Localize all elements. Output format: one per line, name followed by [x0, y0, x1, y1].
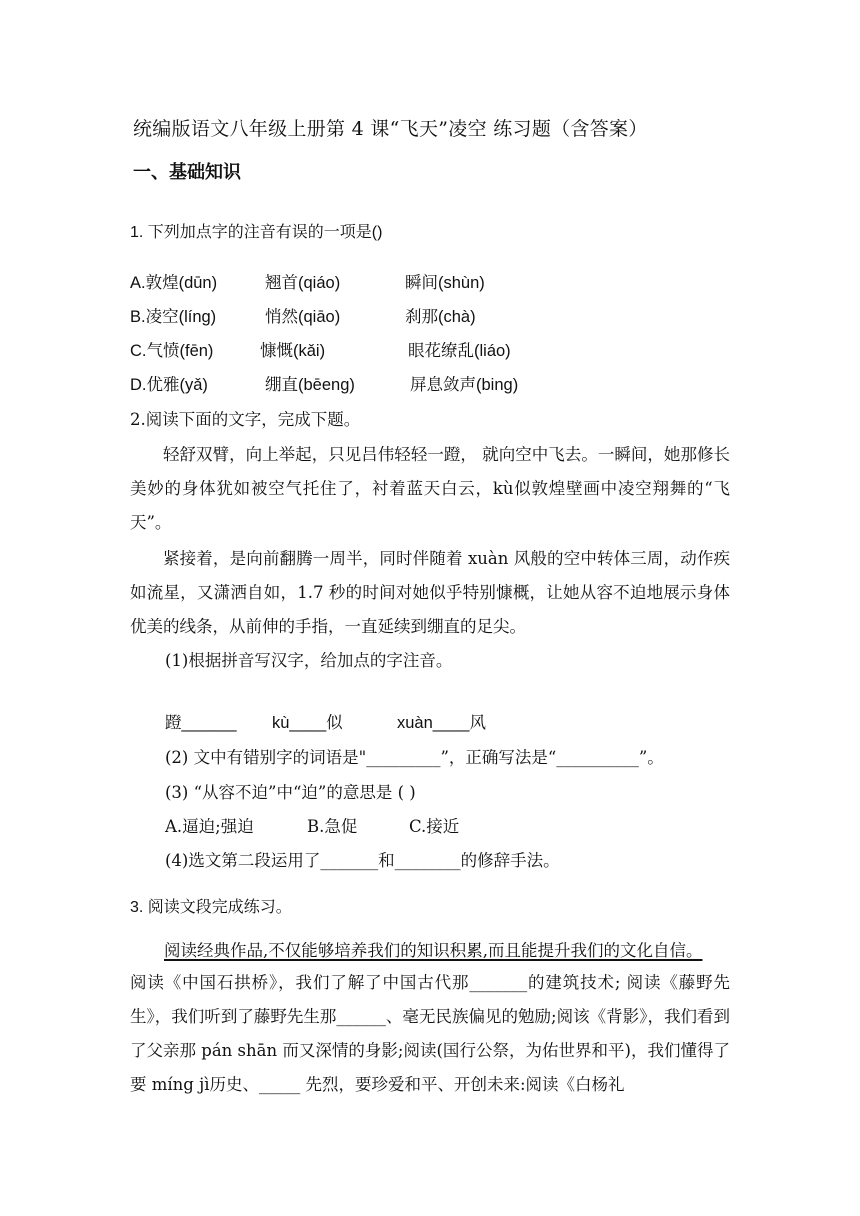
document-title: 统编版语文八年级上册第 4 课“飞天”凌空 练习题（含答案） — [133, 118, 648, 140]
q1-a-item2: 翘首(qiáo) — [265, 274, 341, 292]
q1-a-item3: 瞬间(shùn) — [405, 274, 485, 292]
q1-b-item3: 刹那(chà) — [405, 308, 476, 326]
q2-subquestion-1: (1)根据拼音写汉字，给加点的字注音。 — [165, 651, 453, 670]
q1-option-b — [130, 306, 476, 328]
blank-ku: kù____似 — [272, 714, 343, 732]
q1-a-item1: A.敦煌(dūn) — [130, 274, 218, 292]
blank-deng: 蹬______ — [165, 714, 237, 732]
q2-passage-paragraph-1: 轻舒双臂，向上举起，只见吕伟轻轻一蹬， 就向空中飞去。一瞬间，她那修长美妙的身体犹如被空气托住了，衬着蓝天白云，kù似敦煌壁画中凌空翔舞的“飞天”。 — [130, 445, 730, 532]
blank-xuan: xuàn____风 — [397, 714, 486, 732]
q1-option-a — [130, 272, 485, 294]
q1-d-item2: 绷直(bēeng) — [265, 376, 355, 394]
q3-passage: 阅读《中国石拱桥》，我们了解了中国古代那_______的建筑技术; 阅读《藤野先生》，我们听到了藤野先生那______、毫无民族偏见的勉励;阅该《背影》，我们看到了父亲那 pán shān 而又深情的身影;阅读(国行公祭，为佑世界和平)，我们懂得了要 míng jì历史、_____ 先烈，要珍爱和平、开创未来:阅读《白杨礼 — [130, 973, 730, 1094]
q1-option-d — [130, 374, 518, 396]
q2-subquestion-4: (4)选文第二段运用了_______和________的修辞手法。 — [165, 851, 560, 870]
q1-c-item1: C.气愤(fēn) — [130, 342, 214, 360]
q2-subquestion-3: (3) “从容不迫”中“迫”的意思是 ( ) — [165, 783, 416, 802]
section-heading-basics: 一、基础知识 — [133, 162, 241, 183]
q1-b-item1: B.凌空(líng) — [130, 308, 217, 326]
q2-fill-blanks — [165, 712, 486, 734]
q2-sub3-options — [165, 816, 459, 838]
q1-d-item1: D.优雅(yǎ) — [130, 376, 208, 394]
q1-stem: 1. 下列加点字的注音有误的一项是() — [130, 224, 383, 241]
q2-option-b: B.急促 — [307, 817, 358, 836]
q1-d-item3: 屏息敛声(bing) — [410, 376, 519, 394]
q3-underline-text: 阅读经典作品,不仅能够培养我们的知识积累,而且能提升我们的文化自信。 — [164, 941, 703, 960]
q3-underlined-sentence — [164, 940, 703, 962]
q1-c-item2: 慷慨(kǎi) — [260, 342, 326, 360]
q2-passage-paragraph-2: 紧接着，是向前翻腾一周半，同时伴随着 xuàn 风般的空中转体三周，动作疾如流星，又潇洒自如，1.7 秒的时间对她似乎特别慷概，让她从容不迫地展示身体优美的线条，从前伸的手指，一直延续到绷直的足尖。 — [130, 549, 730, 636]
q2-option-a: A.逼迫;强迫 — [165, 817, 254, 836]
q1-c-item3: 眼花缭乱(liáo) — [408, 342, 511, 360]
q2-subquestion-2: (2) 文中有错别字的词语是"_________”，正确写法是“__________”。 — [165, 748, 664, 767]
q1-b-item2: 悄然(qiāo) — [265, 308, 341, 326]
q2-stem: 2.阅读下面的文字，完成下题。 — [130, 410, 361, 429]
q3-stem: 3. 阅读文段完成练习。 — [130, 899, 292, 916]
q2-option-c: C.接近 — [409, 817, 460, 836]
q1-option-c — [130, 340, 511, 362]
